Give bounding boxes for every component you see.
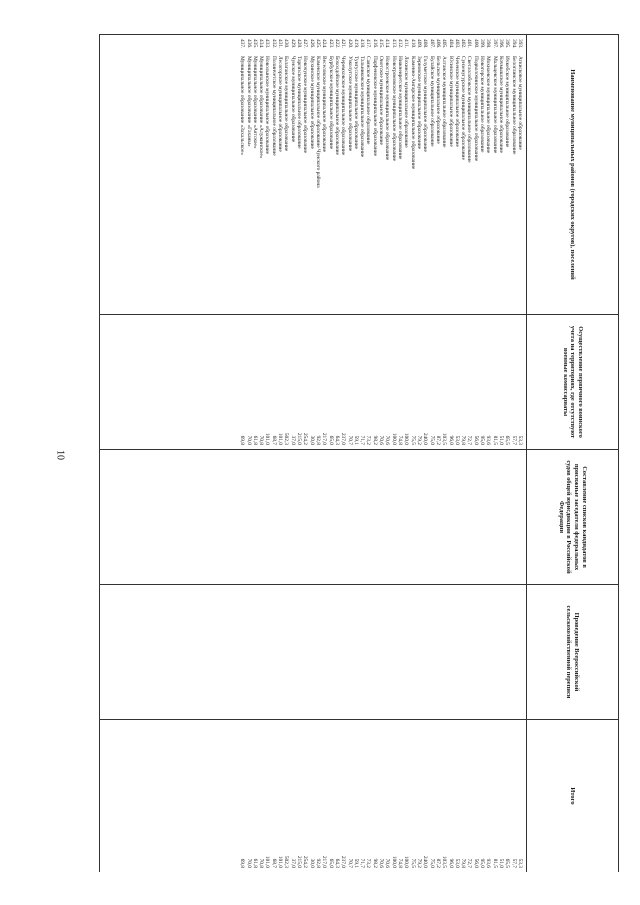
total-value: 70,6 [378, 858, 385, 868]
total-value: 61,8 [251, 858, 258, 868]
row-number: 437. [239, 39, 246, 49]
total-value: 65,5 [504, 858, 511, 868]
row-name: Чунское муниципальное образование [289, 56, 296, 143]
document-page [99, 34, 619, 872]
table-row [239, 39, 245, 314]
total-value: 96,0 [447, 858, 454, 868]
row-name: Мальцевское муниципальное образование [491, 56, 498, 154]
row-number: 407. [428, 39, 435, 49]
table-row [504, 39, 510, 314]
total-value: 69,8 [239, 858, 246, 868]
row-name: Узколугское муниципальное образование [346, 56, 353, 152]
total-value: 240,0 [422, 855, 429, 868]
row-name: Бохолдойское муниципальное образование [333, 56, 340, 155]
row-number: 414. [384, 39, 391, 49]
row-number: 419. [352, 39, 359, 49]
total-value: 30,0 [308, 858, 315, 868]
military-value: 87,2 [434, 435, 441, 445]
table-row [289, 39, 295, 314]
row-name: Веселовское муниципальное образование [321, 56, 328, 152]
military-value: 70,7 [346, 435, 353, 445]
header-total: Итого [527, 720, 619, 873]
row-number: 425. [315, 39, 321, 49]
military-value: 75,0 [428, 435, 435, 445]
military-value: 502,3 [283, 432, 290, 445]
table-row [409, 39, 415, 314]
table-row [384, 39, 390, 314]
row-number: 405. [441, 39, 448, 49]
table-row [353, 39, 359, 314]
header-name: Наименование муниципальных районов (городских округов), поселений [527, 35, 619, 315]
military-value: 98,2 [371, 435, 378, 445]
military-value: 215,0 [296, 432, 303, 445]
total-value: 98,2 [371, 858, 378, 868]
total-value: 101,0 [264, 855, 271, 868]
table-row [302, 39, 308, 314]
military-value: 79,8 [460, 435, 467, 445]
row-number: 434. [258, 39, 265, 49]
total-value: 70,8 [258, 858, 265, 868]
table-row [466, 39, 472, 314]
row-name: Подволочинское муниципальное образование [472, 56, 479, 162]
total-value: 57,7 [510, 858, 517, 868]
row-number: 403. [453, 39, 460, 49]
row-number: 433. [264, 39, 271, 49]
military-value: 70,0 [245, 435, 252, 445]
row-number: 404. [447, 39, 454, 49]
row-name: Мохнаевское муниципальное образование [485, 56, 492, 154]
row-name: Тальниковское муниципальное образование [359, 56, 366, 158]
row-number: 409. [416, 39, 422, 49]
table-row [422, 39, 428, 314]
row-number: 415. [378, 39, 385, 49]
table-row [473, 39, 479, 314]
row-number: 430. [283, 39, 290, 49]
row-number: 428. [296, 39, 303, 49]
total-value: 68,7 [270, 858, 277, 868]
row-name: Каменно-Ангарское муниципальное образование [409, 56, 416, 170]
table-row [479, 39, 485, 314]
row-number: 420. [346, 39, 353, 49]
total-column [100, 720, 527, 873]
row-number: 399. [479, 39, 486, 49]
row-number: 436. [245, 39, 252, 49]
row-name: Юсинское муниципальное образование [447, 56, 454, 147]
military-value: 96,0 [447, 435, 454, 445]
table-row [416, 39, 422, 314]
row-name: Балаганское муниципальное образование [283, 56, 290, 152]
row-number: 418. [359, 39, 366, 49]
military-value: 103,5 [441, 432, 448, 445]
row-name: Каменское муниципальное образование Чунского района [315, 56, 321, 188]
subsidy-table [99, 34, 619, 872]
row-name: Мухинское муниципальное образование [308, 56, 315, 149]
total-value: 101,0 [277, 855, 284, 868]
row-number: 412. [397, 39, 404, 49]
table-row [428, 39, 434, 314]
row-name: Новочунское муниципальное образование [302, 56, 309, 154]
table-row [491, 39, 497, 314]
row-number: 413. [390, 39, 397, 49]
total-value: 53,3 [517, 858, 523, 868]
table-header-row [527, 35, 619, 873]
total-value: 217,0 [321, 855, 328, 868]
total-value: 87,2 [434, 858, 441, 868]
row-name: Полинчетское муниципальное образование [270, 56, 277, 156]
row-name: Муниципальное образование «Гаханы» [245, 56, 252, 147]
total-value: 100,0 [403, 855, 410, 868]
total-value: 92,8 [315, 858, 321, 868]
row-number: 432. [270, 39, 277, 49]
total-value: 51,0 [498, 858, 505, 868]
total-value: 79,2 [416, 858, 422, 868]
row-name: Сунзенугурское муниципальное образование [460, 56, 467, 160]
total-value: 100,0 [390, 855, 397, 868]
row-number: 426. [308, 39, 315, 49]
table-row [510, 39, 516, 314]
military-value: 93,6 [485, 435, 492, 445]
table-row [485, 39, 491, 314]
military-value: 100,0 [390, 432, 397, 445]
table-row [403, 39, 409, 314]
row-name: Новолынское муниципальное образование [264, 56, 271, 155]
total-value: 70,6 [384, 858, 391, 868]
total-value: 53,0 [453, 858, 460, 868]
total-value: 237,0 [340, 855, 347, 868]
page-number: 10 [54, 450, 66, 460]
military-value: 30,0 [308, 435, 315, 445]
row-name: Бельское муниципальное образование [434, 56, 441, 144]
table-row [264, 39, 270, 314]
total-value: 73,2 [365, 858, 372, 868]
table-row [372, 39, 378, 314]
row-name: Аткисковое муниципальное образование [517, 56, 523, 150]
row-name: Чеченское муниципальное образование [453, 56, 460, 147]
total-value: 103,5 [441, 855, 448, 868]
header-military-registration: Осуществление первичного воинского учета на территориях, где отсутствуют военные комиссариаты [527, 315, 619, 450]
total-value: 70,0 [245, 858, 252, 868]
names-column [100, 35, 527, 315]
table-row [271, 39, 277, 314]
military-value: 57,7 [510, 435, 517, 445]
census-column [100, 585, 527, 720]
total-value: 93,6 [485, 858, 492, 868]
military-value: 70,8 [258, 435, 265, 445]
row-number: 397. [491, 39, 498, 49]
military-value: 65,0 [327, 435, 334, 445]
table-row [296, 39, 302, 314]
military-value: 70,6 [378, 435, 385, 445]
row-number: 401. [466, 39, 473, 49]
row-number: 400. [472, 39, 479, 49]
row-number: 416. [371, 39, 378, 49]
military-value: 74,8 [397, 435, 404, 445]
military-value: 65,5 [504, 435, 511, 445]
row-name: Голуметское муниципальное образование [422, 56, 429, 152]
row-name: Белоглинское муниципальное образование [510, 56, 517, 155]
row-name: Булайское муниципальное образование [428, 56, 435, 147]
total-value: 59,1 [352, 858, 359, 868]
table-row [315, 39, 321, 314]
row-name: Лесогорское муниципальное образование [277, 56, 284, 152]
row-name: Бурбукское муниципальное образование [327, 56, 334, 150]
table-body-row [100, 35, 527, 873]
table-row [252, 39, 258, 314]
military-value: 92,8 [315, 435, 321, 445]
row-name: Кочмышское муниципальное образование [498, 56, 505, 153]
military-value: 79,2 [416, 435, 422, 445]
table-row [454, 39, 460, 314]
military-value: 100,0 [403, 432, 410, 445]
row-name: Ичкебское муниципальное образование [504, 56, 511, 148]
table-row [321, 39, 327, 314]
row-name: Тунгусское муниципальное образование [352, 56, 359, 149]
military-value: 72,7 [466, 435, 473, 445]
table-row [441, 39, 447, 314]
military-value: 53,3 [517, 435, 523, 445]
table-row [378, 39, 384, 314]
military-value: 53,0 [453, 435, 460, 445]
table-row [340, 39, 346, 314]
row-number: 423. [327, 39, 334, 49]
row-number: 424. [321, 39, 328, 49]
total-value: 37,0 [289, 858, 296, 868]
row-number: 394. [510, 39, 517, 49]
total-value: 65,0 [327, 858, 334, 868]
military-value: 81,5 [491, 435, 498, 445]
table-row [283, 39, 289, 314]
military-value: 64,3 [333, 435, 340, 445]
total-value: 75,5 [409, 858, 416, 868]
row-name: Зерновское муниципальное образование [416, 56, 422, 149]
row-name: Новостроевское муниципальное образование [384, 56, 391, 161]
total-value: 75,0 [428, 858, 435, 868]
row-name: Черемховское муниципальное образование [340, 56, 347, 156]
military-value: 73,2 [365, 435, 372, 445]
row-name: Нижнеиретское муниципальное образование [397, 56, 404, 160]
row-number: 393. [517, 39, 523, 49]
row-number: 396. [498, 39, 505, 49]
total-value: 71,7 [359, 858, 366, 868]
table-row [327, 39, 333, 314]
military-value: 254,2 [302, 432, 309, 445]
row-number: 408. [422, 39, 429, 49]
total-value: 95,0 [479, 858, 486, 868]
header-jury-lists: Составление списков кандидатов в присяжные заседатели федеральных судов общей юрисдикции в Российской Федерации [527, 450, 619, 585]
table-row [359, 39, 365, 314]
military-value: 69,8 [239, 435, 246, 445]
military-value: 37,0 [289, 435, 296, 445]
row-name: Муниципальное образование «Аятское» [251, 56, 258, 149]
total-value: 81,5 [491, 858, 498, 868]
military-value: 51,0 [498, 435, 505, 445]
total-value: 56,0 [472, 858, 479, 868]
row-name: Таргизское муниципальное образование [296, 56, 303, 149]
row-name: Лохинское муниципальное образование [403, 56, 410, 148]
military-value: 95,0 [479, 435, 486, 445]
military-value: 61,8 [251, 435, 258, 445]
military-value: 240,0 [422, 432, 429, 445]
table-row [346, 39, 352, 314]
military-column [100, 315, 527, 450]
table-row [390, 39, 396, 314]
row-number: 395. [504, 39, 511, 49]
row-number: 429. [289, 39, 296, 49]
row-number: 427. [302, 39, 309, 49]
total-value: 64,3 [333, 858, 340, 868]
row-name: Онотское муниципальное образование [378, 56, 385, 145]
total-value: 79,8 [460, 858, 467, 868]
military-value: 217,0 [321, 432, 328, 445]
total-value: 74,8 [397, 858, 404, 868]
military-value: 56,0 [472, 435, 479, 445]
row-name: Парфеновское муниципальное образование [371, 56, 378, 157]
table-row [435, 39, 441, 314]
table-row [498, 39, 504, 314]
row-number: 422. [333, 39, 340, 49]
row-name: Муниципальное образование «Захальское» [239, 56, 246, 156]
row-name: Саянское муниципальное образование [365, 56, 372, 145]
row-name: Алтанское муниципальное образование [441, 56, 448, 148]
total-value: 215,0 [296, 855, 303, 868]
header-agricultural-census: Проведение Всероссийской сельскохозяйственной переписи [527, 585, 619, 720]
row-name: Муниципальное образование «Алужинское» [258, 56, 265, 159]
military-value: 68,7 [270, 435, 277, 445]
row-number: 417. [365, 39, 372, 49]
jury-column [100, 450, 527, 585]
table-row [397, 39, 403, 314]
row-name: Светлолобовское муниципальное образование [466, 56, 473, 163]
table-row [245, 39, 251, 314]
total-value: 502,3 [283, 855, 290, 868]
military-value: 237,0 [340, 432, 347, 445]
military-value: 75,5 [409, 435, 416, 445]
total-value: 254,2 [302, 855, 309, 868]
row-name: Новогромовское муниципальное образование [390, 56, 397, 162]
row-number: 410. [409, 39, 416, 49]
row-number: 402. [460, 39, 467, 49]
table-row [334, 39, 340, 314]
table-row [447, 39, 453, 314]
table-row [365, 39, 371, 314]
rotated-content [99, 34, 619, 872]
military-value: 71,7 [359, 435, 366, 445]
table-row [277, 39, 283, 314]
row-number: 421. [340, 39, 347, 49]
table-row [258, 39, 264, 314]
military-value: 59,1 [352, 435, 359, 445]
row-number: 398. [485, 39, 492, 49]
total-value: 72,7 [466, 858, 473, 868]
table-row [308, 39, 314, 314]
row-name: Новогорское муниципальное образование [479, 56, 486, 153]
row-number: 435. [251, 39, 258, 49]
military-value: 101,0 [277, 432, 284, 445]
military-value: 70,6 [384, 435, 391, 445]
row-number: 406. [434, 39, 441, 49]
table-row [460, 39, 466, 314]
row-number: 431. [277, 39, 284, 49]
total-value: 70,7 [346, 858, 353, 868]
table-row [517, 39, 523, 314]
row-number: 411. [403, 39, 410, 49]
military-value: 101,0 [264, 432, 271, 445]
